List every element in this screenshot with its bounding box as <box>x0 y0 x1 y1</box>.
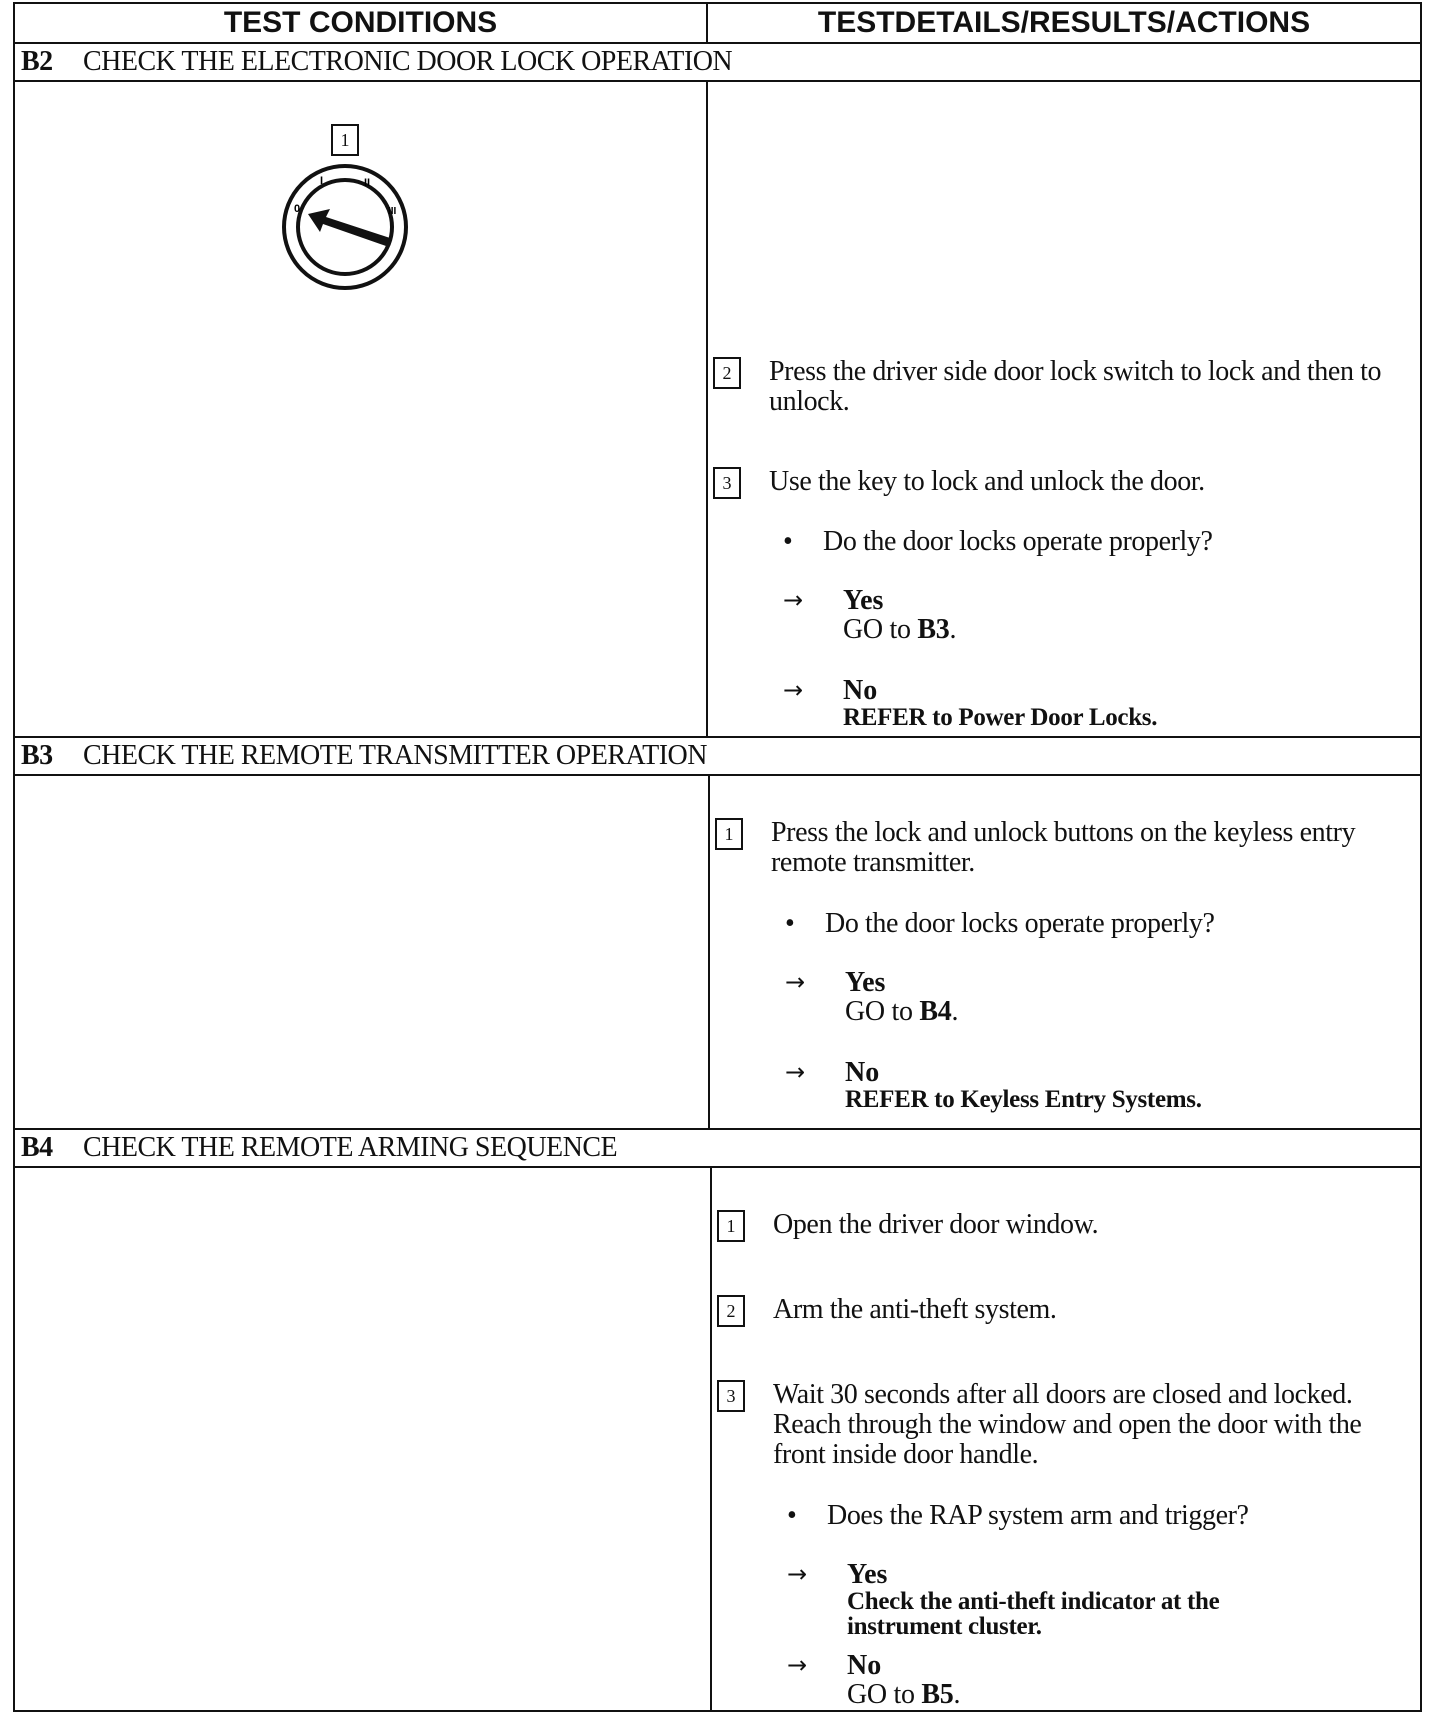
step-item <box>715 818 1391 878</box>
outcome-label: Yes <box>845 967 886 998</box>
step-number: 1 <box>715 818 743 850</box>
question-text: Does the RAP system arm and trigger? <box>827 1500 1249 1531</box>
outcome-label: No <box>847 1650 882 1681</box>
outcome-yes: → Yes GO to B4. <box>785 967 959 1027</box>
outcome-action: GO to B5. <box>847 1679 961 1710</box>
outcome-yes: → Yes GO to B3. <box>783 585 957 645</box>
step-item <box>713 357 1389 417</box>
outcome-action: Check the anti-theft indicator at the instrument cluster. <box>847 1588 1220 1640</box>
ignition-position-3: III <box>388 206 397 217</box>
ignition-switch-icon <box>280 162 410 292</box>
step-number: 2 <box>713 357 741 389</box>
section-title-text: CHECK THE REMOTE TRANSMITTER OPERATION <box>83 740 707 771</box>
step-text: Use the key to lock and unlock the door. <box>769 466 1205 497</box>
column-header-test-conditions: TEST CONDITIONS <box>15 4 708 44</box>
question-bullet: • Do the door locks operate properly? <box>785 908 1215 939</box>
outcome-label: No <box>843 675 878 706</box>
step-number: 1 <box>717 1210 745 1242</box>
section-code: B2 <box>21 46 53 77</box>
column-header-test-details: TESTDETAILS/RESULTS/ACTIONS <box>708 4 1420 44</box>
diagnostic-table <box>13 2 1422 1712</box>
step-number: 3 <box>717 1380 745 1412</box>
step-text: Press the lock and unlock buttons on the keyless entry remote transmitter. <box>771 817 1356 878</box>
outcome-label: Yes <box>843 585 884 616</box>
figure-step-number: 1 <box>331 124 359 156</box>
outcome-no: → No REFER to Keyless Entry Systems. <box>785 1057 1202 1113</box>
question-text: Do the door locks operate properly? <box>825 908 1215 939</box>
step-text: Press the driver side door lock switch to lock and then to unlock. <box>769 356 1382 417</box>
step-item <box>717 1380 1393 1470</box>
outcome-action: GO to B4. <box>845 996 959 1027</box>
outcome-no: → No GO to B5. <box>787 1650 961 1710</box>
step-item <box>713 467 1389 499</box>
step-text: Arm the anti-theft system. <box>773 1294 1057 1325</box>
ignition-position-1: I <box>320 175 324 187</box>
outcome-yes: → Yes Check the anti-theft indicator at the instrument cluster. <box>787 1560 1307 1639</box>
section-title-b3 <box>15 738 1420 776</box>
ignition-position-2: II <box>364 177 371 189</box>
question-bullet: • Do the door locks operate properly? <box>783 526 1213 557</box>
section-body-b3 <box>15 776 1420 1130</box>
outcome-action: REFER to Power Door Locks. <box>843 704 1158 731</box>
outcome-no: → No REFER to Power Door Locks. <box>783 675 1158 731</box>
section-code: B4 <box>21 1132 53 1163</box>
section-title-b2 <box>15 44 1420 82</box>
section-title-b4 <box>15 1130 1420 1168</box>
section-title-text: CHECK THE REMOTE ARMING SEQUENCE <box>83 1132 618 1163</box>
section-code: B3 <box>21 740 53 771</box>
ignition-position-0: 0 <box>294 203 301 215</box>
outcome-action: GO to B3. <box>843 614 957 645</box>
outcome-action: REFER to Keyless Entry Systems. <box>845 1086 1202 1113</box>
outcome-label: No <box>845 1057 880 1088</box>
column-divider <box>710 1168 712 1710</box>
section-title-text: CHECK THE ELECTRONIC DOOR LOCK OPERATION <box>83 46 733 77</box>
step-item <box>717 1210 1393 1242</box>
step-number: 3 <box>713 467 741 499</box>
section-body-b4 <box>15 1168 1420 1710</box>
column-divider <box>708 776 710 1128</box>
step-text: Wait 30 seconds after all doors are closed and locked. Reach through the window and open the door with the front inside door handle. <box>773 1379 1362 1470</box>
question-text: Do the door locks operate properly? <box>823 526 1213 557</box>
column-divider <box>706 82 708 736</box>
step-number: 2 <box>717 1295 745 1327</box>
outcome-label: Yes <box>847 1559 888 1590</box>
question-bullet: • Does the RAP system arm and trigger? <box>787 1500 1249 1531</box>
section-body-b2 <box>15 82 1420 738</box>
step-text: Open the driver door window. <box>773 1209 1099 1240</box>
step-item <box>717 1295 1393 1327</box>
